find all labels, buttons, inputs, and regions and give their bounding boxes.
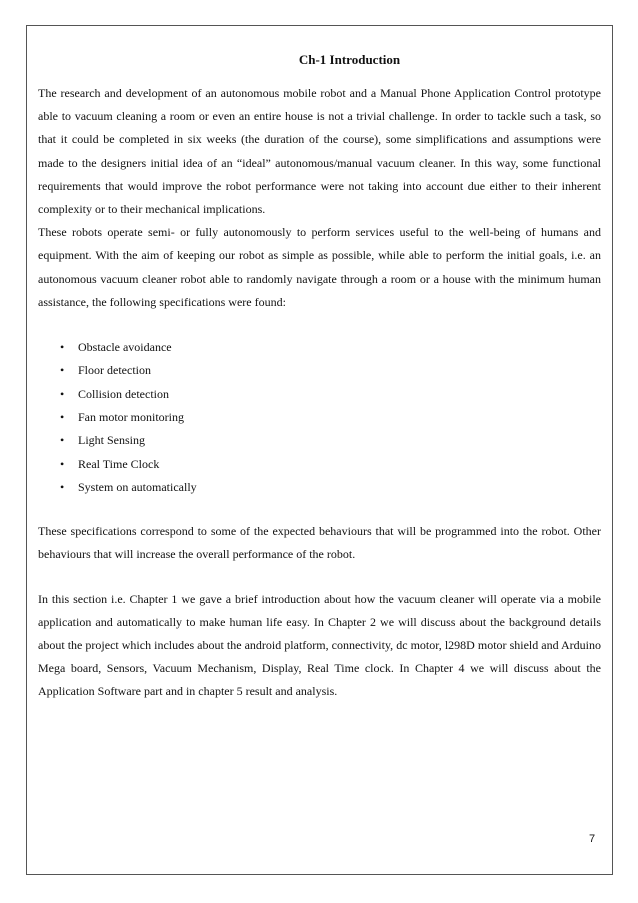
- chapter-title: Ch-1 Introduction: [298, 52, 401, 67]
- specifications-list: [38, 336, 601, 499]
- chapter-overview-paragraph: In this section i.e. Chapter 1 we gave a brief introduction about how the vacuum cleaner will operate via a mobile application and automatically to make human life easy. In Chapter 2 we will discuss about the background details about the project which includes about the android platform, connectivity, dc motor, l298D motor shield and Arduino Mega board, Sensors, Vacuum Mechanism, Display, Real Time clock. In Chapter 4 we will discuss about the Application Software part and in chapter 5 result and analysis.: [38, 591, 601, 699]
- list-item: • Obstacle avoidance: [38, 336, 601, 359]
- page-content: [38, 50, 601, 704]
- list-item: • System on automatically: [38, 476, 601, 499]
- bullet-icon: •: [60, 456, 65, 471]
- intro-paragraph-2: These robots operate semi- or fully autonomously to perform services useful to the well-being of humans and equipment. With the aim of keeping our robot as simple as possible, while able to perform the initial goals, i.e. an autonomous vacuum cleaner robot able to randomly navigate through a room or a house with the minimum human assistance, the following specifications were found:: [38, 225, 601, 309]
- list-item: • Real Time Clock: [38, 453, 601, 476]
- bullet-icon: •: [60, 340, 65, 355]
- page-number: 7: [589, 833, 596, 845]
- list-item: • Floor detection: [38, 359, 601, 382]
- bullet-icon: •: [60, 409, 65, 424]
- list-item: • Light Sensing: [38, 429, 601, 452]
- intro-paragraph-1: The research and development of an autonomous mobile robot and a Manual Phone Application Control prototype able to vacuum cleaning a room or even an entire house is not a trivial challenge. In order to tackle such a task, so that it could be completed in six weeks (the duration of the course), some simplifications and assumptions were made to the designers initial idea of an “ideal” autonomous/manual vacuum cleaner. In this way, some functional requirements that would improve the robot performance were not taking into account due either to their inherent complexity or to their mechanical implications.: [38, 86, 601, 217]
- bullet-icon: •: [60, 386, 65, 401]
- specifications-summary-paragraph: These specifications correspond to some of the expected behaviours that will be programmed into the robot. Other behaviours that will increase the overall performance of the robot.: [38, 524, 601, 562]
- list-item: • Fan motor monitoring: [38, 406, 601, 429]
- bullet-icon: •: [60, 479, 65, 494]
- bullet-icon: •: [60, 433, 65, 448]
- bullet-icon: •: [60, 363, 65, 378]
- list-item: • Collision detection: [38, 383, 601, 406]
